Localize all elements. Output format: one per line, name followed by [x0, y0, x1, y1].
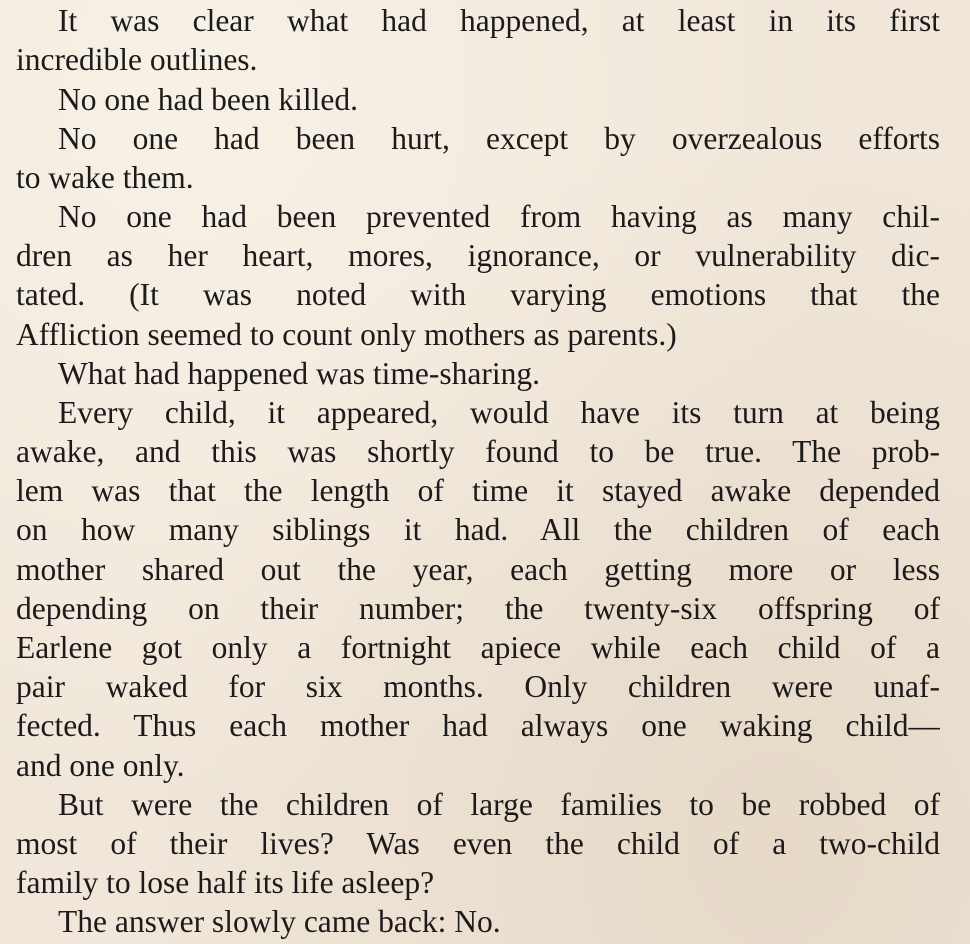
text-line: awake, and this was shortly found to be true. The prob-	[16, 434, 940, 469]
text-line: lem was that the length of time it stayed awake depended	[16, 473, 940, 508]
text-line: But were the children of large families to be robbed of	[58, 787, 940, 822]
text-line: depending on their number; the twenty-six offspring of	[16, 591, 940, 626]
text-line: to wake them.	[16, 160, 194, 195]
text-line: No one had been hurt, except by overzealous efforts	[58, 121, 940, 156]
text-line: on how many siblings it had. All the children of each	[16, 512, 940, 547]
text-line: It was clear what had happened, at least in its first	[58, 3, 940, 38]
text-line: most of their lives? Was even the child of a two-child	[16, 826, 940, 861]
text-line: Earlene got only a fortnight apiece while each child of a	[16, 630, 940, 665]
text-line: No one had been prevented from having as many chil-	[58, 199, 940, 234]
text-line: Affliction seemed to count only mothers as parents.)	[16, 317, 677, 352]
text-line: and one only.	[16, 748, 185, 783]
text-line: pair waked for six months. Only children were unaf-	[16, 669, 940, 704]
text-line: tated. (It was noted with varying emotions that the	[16, 277, 940, 312]
text-line: No one had been killed.	[58, 82, 359, 117]
text-line: incredible outlines.	[16, 42, 258, 77]
text-line: dren as her heart, mores, ignorance, or vulnerability dic-	[16, 238, 940, 273]
text-line: mother shared out the year, each getting more or less	[16, 552, 940, 587]
text-line: Every child, it appeared, would have its turn at being	[58, 395, 940, 430]
text-line: What had happened was time-sharing.	[58, 356, 540, 391]
text-line: fected. Thus each mother had always one waking child—	[16, 708, 940, 743]
text-line: family to lose half its life asleep?	[16, 865, 435, 900]
text-line: The answer slowly came back: No.	[58, 904, 501, 939]
